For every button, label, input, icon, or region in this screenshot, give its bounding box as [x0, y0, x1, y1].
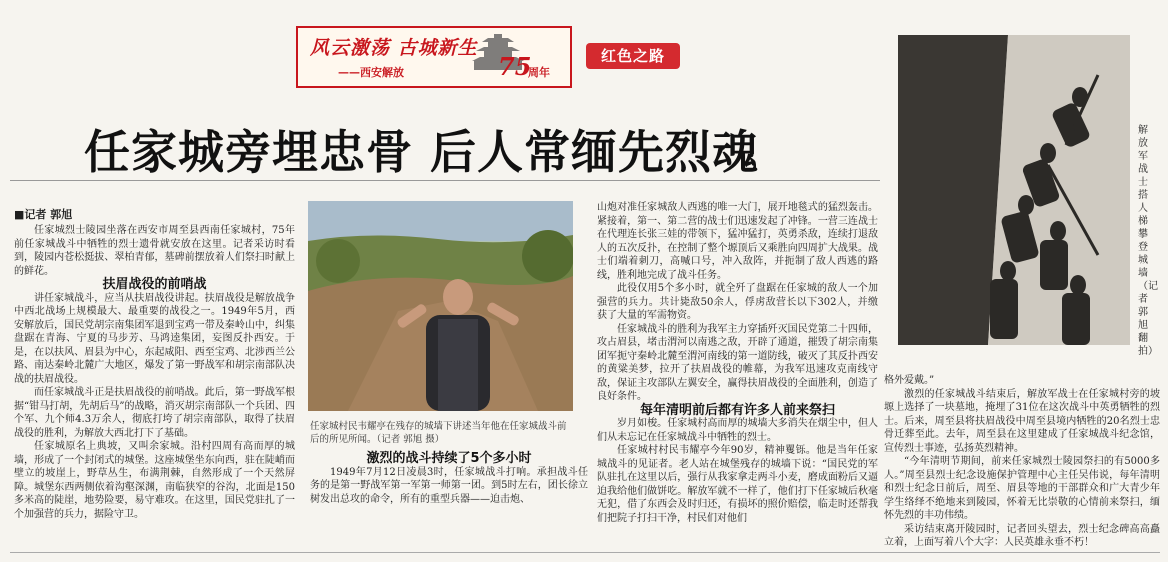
headline-divider [10, 180, 880, 181]
article-column-1 [14, 224, 295, 521]
paragraph: 任家城村村民韦耀亭今年90岁，精神矍铄。他是当年任家城战斗的见证者。老人站在城堡残存的城墙下说：“国民党的军队驻扎在这里以后，强行从我家拿走两斗小麦，磨成面粉后又逼迫我给他们做饼吃。解放军就不一样了，他们打下任家城后秋毫无犯，借了东西会及时归还，有损坏的照价赔偿，临走时还帮我们把院子打扫干净，村民们对他们 [597, 445, 878, 524]
paragraph: 此役仅用5个多小时，就全歼了盘踞在任家城的敌人一个加强营的兵力。共计毙敌50余人，俘虏敌营长以下302人，并缴获了大量的军需物资。 [597, 283, 878, 321]
page-bottom-divider [10, 552, 1160, 553]
paragraph: 格外爱戴。” [884, 375, 935, 386]
paragraph: 任家城战斗的胜利为我军主力穿插歼灭国民党第二十四师，攻占眉县，堵击渭河以南逃之敌，开辟了通道，摧毁了胡宗南集团军扼守秦岭北麓至渭河南线的第一道防线，破灭了其反扑西安的黄粱美梦，拉开了扶眉战役的帷幕，为我军迅速攻克南线守敌，保证主攻部队左翼安全，赢得扶眉战役的全面胜利，创造了良好条件。 [597, 323, 878, 402]
paragraph: 激烈的任家城战斗结束后，解放军战士在任家城村旁的坡塬上选择了一块墓地，掩埋了31位在这次战斗中英勇牺牲的烈士。后来，周至县将扶眉战役中周至县境内牺牲的20名烈士忠骨迁葬至此。去年，周至县在这里建成了任家城战斗纪念馆，宣传烈士事迹，弘扬英烈精神。 [884, 388, 1160, 454]
paragraph: 山炮对准任家城敌人西逃的唯一大门，展开地毯式的猛烈轰击。紧接着，第一、第二营的战士们迅速发起了冲锋。一营三连战士在代理连长张三娃的带领下，猛冲猛打，英勇杀敌，连续打退敌人的五次反扑，在控制了整个塬顶后又乘胜向四周扩大战果。战士们端着刺刀，高喊口号，冲入敌阵，并扼制了敌人西逃的路线，胜利地完成了战斗任务。 [597, 202, 878, 281]
byline: ■记者 郭旭 [14, 208, 73, 221]
photo-villager-at-wall [308, 201, 573, 411]
photo-caption: 任家城村民韦耀亭在残存的城墙下讲述当年他在任家城战斗前后的所见所闻。（记者 郭旭 摄） [310, 421, 567, 445]
section-subhead: 激烈的战斗持续了5个多小时 [366, 451, 532, 466]
paragraph: 而任家城战斗正是扶眉战役的前哨战。此后，第一野战军根据“钳马打胡，先胡后马”的战略，消灭胡宗南部队一个兵团、四个军、九个师4.3万余人，彻底打垮了胡宗南部队，取得了扶眉战役的胜利，为解放大西北打下了基础。 [14, 387, 295, 439]
anniversary-number: 75 [498, 52, 532, 81]
paragraph: 讲任家城战斗，应当从扶眉战役讲起。扶眉战役是解放战争中西北战场上规模最大、最重要的战役之一。1949年5月，西安解放后，国民党胡宗南集团军退到宝鸡一带及秦岭山中，纠集盘踞在青海、宁夏的马步芳、马鸿逵集团，妄图反扑西安。于是，在以扶风、眉县为中心，东起咸阳、西至宝鸡、北涉西兰公路、南达秦岭北麓广大地区，爆发了第一野战军和胡宗南部队决战的扶眉战役。 [14, 292, 295, 385]
masthead-banner [296, 26, 572, 88]
paragraph: 任家城原名上典坡，又叫余家城。沿村四周有高而厚的城墙，形成了一个封闭式的城堡。这座城堡坐东向西，驻在陡峭而壁立的坡崖上，野草丛生，布满荆棘，自然形成了一个天然屏障。城堡东西两侧依着沟壑深渊，南临狭窄的谷沟，北面是150多米高的陡崖，地势险要，易守难攻。在这里，国民党驻扎了一个加强营的兵力，据险守卫。 [14, 441, 295, 520]
masthead-title: 风云激荡 古城新生 [310, 37, 478, 59]
photo-caption-vertical: 解放军战士搭人梯攀登城墙（记者 郭旭 翻拍） [1138, 125, 1158, 357]
paragraph: 岁月如梭。任家城村高而厚的城墙大多消失在烟尘中，但人们从未忘记在任家城战斗中牺牲的烈士。 [597, 418, 878, 443]
paragraph: 采访结束离开陵园时，记者回头望去，烈士纪念碑高高矗立着，上面写着八个大字：人民英雄永垂不朽！ [884, 523, 1160, 548]
photo-soldiers-climbing-wall [898, 35, 1130, 345]
paragraph: 1949年7月12日凌晨3时，任家城战斗打响。承担战斗任务的是第一野战军第一军第一师第一团。到5时左右，团长徐立树发出总攻的命令，所有的重型兵器——迫击炮、 [310, 466, 588, 505]
photo-villager-illustration [308, 201, 573, 411]
article-column-3 [597, 201, 878, 525]
paragraph: “今年清明节期间，前来任家城烈士陵园祭扫的有5000多人。”周至县烈士纪念设施保护管理中心主任吴伟说，每年清明和烈士纪念日前后，周至、眉县等地的干部群众和广大青少年学生络绎不绝地来到陵园，怀着无比崇敬的心情前来祭扫，缅怀先烈的丰功伟绩。 [884, 456, 1160, 521]
paragraph: 任家城烈士陵园坐落在西安市周至县西南任家城村，75年前任家城战斗中牺牲的烈士遗骨就安放在这里。记者采访时看到，陵园内苍松挺拔、翠柏青郁，墓碑前摆放着人们祭扫时献上的鲜花。 [14, 225, 295, 277]
article-column-2 [310, 452, 588, 506]
masthead-subtitle: ——西安解放 [338, 66, 404, 79]
anniversary-suffix: 周年 [528, 66, 550, 79]
anniversary-badge [498, 52, 558, 81]
headline: 任家城旁埋忠骨 后人常缅先烈魂 [84, 125, 760, 179]
column-tag: 红色之路 [586, 43, 680, 69]
section-subhead: 每年清明前后都有许多人前来祭扫 [639, 402, 835, 418]
photo-soldiers-illustration [898, 35, 1130, 345]
article-column-4 [884, 374, 1160, 550]
section-subhead: 扶眉战役的前哨战 [102, 277, 207, 292]
